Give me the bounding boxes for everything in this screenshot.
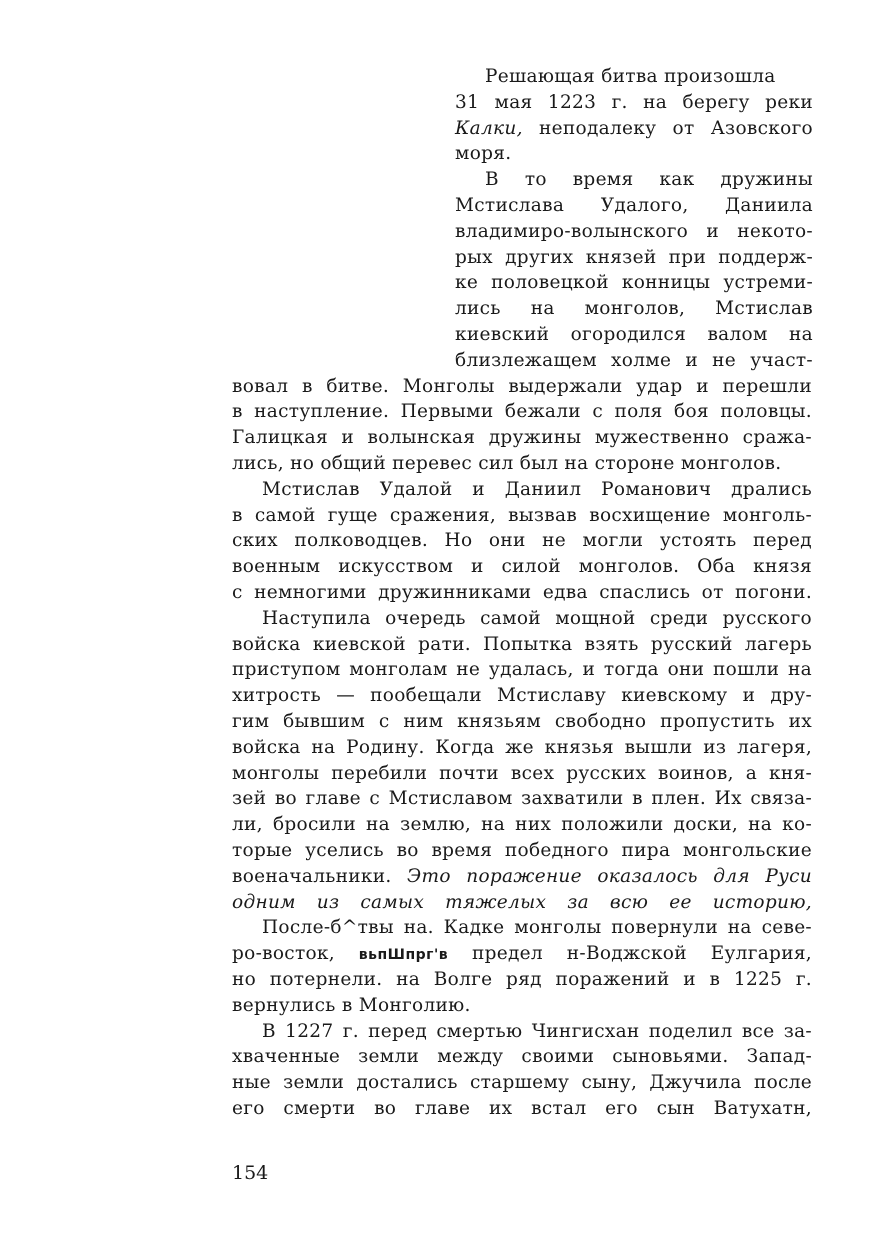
text-line	[232, 786, 812, 812]
text-line	[232, 606, 812, 632]
text-line-content	[232, 892, 812, 913]
text-line	[232, 967, 812, 993]
text-line-content: В 1227 г. перед смертью Чингисхан поделил все за-	[262, 1020, 812, 1042]
text-line-content: хитрость — пообещали Мстиславу киевскому и дру-	[232, 685, 812, 707]
text-line	[232, 890, 812, 916]
text-line-content: Галицкая и волынская дружины мужественно сража-	[232, 427, 812, 449]
text-line	[232, 915, 812, 941]
text-line-content: с немногими дружинниками едва спаслись от погони.	[232, 582, 812, 603]
page-number: 154	[232, 1162, 269, 1184]
text-line	[455, 245, 813, 271]
text-line-content: приступом монголам не удалась, и тогда они пошли на	[232, 659, 812, 681]
text-line-content: ли, бросили на землю, на них положили доски, на ко-	[232, 814, 812, 836]
text-line-content: в самой гуще сражения, вызвав восхищение монголь-	[232, 504, 812, 526]
text-line	[232, 657, 812, 683]
text-run: предел н-Воджской Еулгария,	[448, 943, 812, 965]
text-line	[232, 761, 812, 787]
italic-text: Это поражение оказалось для Руси	[407, 865, 812, 887]
text-line	[232, 812, 812, 838]
text-line-content: хваченные земли между своими сыновьями. Запад-	[232, 1046, 812, 1068]
text-line-content: ке половецкой конницы устреми-	[455, 272, 813, 294]
text-line-content: лись на монголов, Мстислав	[455, 298, 813, 320]
garbled-text: вьпШпрг'в	[358, 947, 449, 964]
text-line	[232, 683, 812, 709]
text-line-content: войска киевской рати. Попытка взять русский лагерь	[232, 633, 812, 655]
text-line	[232, 1096, 812, 1122]
text-run: неподалеку от Азовского	[522, 117, 813, 139]
text-line	[455, 116, 813, 142]
text-line	[455, 167, 813, 193]
text-line	[232, 451, 812, 477]
text-line-content: вовал в битве. Монголы выдержали удар и перешли	[232, 375, 812, 397]
text-line	[232, 580, 812, 606]
text-line	[232, 993, 812, 1019]
text-line	[455, 270, 813, 296]
text-line-content: Мстислав Удалой и Даниил Романович дрались	[262, 478, 812, 500]
text-line-content: монголы перебили почти всех русских воинов, а кня-	[232, 762, 812, 784]
text-line-content: торые уселись во время победного пира монгольские	[232, 840, 812, 861]
text-line	[455, 90, 813, 116]
text-line-content: После-б^твы на. Кадке монголы повернули на севе-	[262, 917, 812, 939]
text-line-content: его смерти во главе их встал его сын Ватухатн,	[232, 1098, 812, 1119]
text-line-content	[232, 943, 812, 964]
text-line-content: но потернели. на Волге ряд поражений и в 1225 г.	[232, 969, 812, 990]
text-line	[232, 709, 812, 735]
text-line-content	[455, 118, 813, 139]
text-line	[232, 425, 812, 451]
text-line	[232, 735, 812, 761]
text-line	[232, 1044, 812, 1070]
text-line-content: вернулись в Монголию.	[232, 994, 471, 1016]
text-line-content: моря.	[455, 143, 512, 165]
text-line-content: владимиро-волынского и некото-	[455, 220, 813, 242]
text-line	[455, 296, 813, 322]
text-line-content	[232, 866, 812, 887]
text-line	[455, 348, 813, 374]
text-line-content: 31 мая 1223 г. на берегу реки	[455, 91, 813, 113]
text-line-content: в наступление. Первыми бежали с поля боя половцы.	[232, 401, 812, 423]
text-line-content: близлежащем холме и не участ-	[455, 349, 813, 371]
text-line	[232, 399, 812, 425]
text-line	[455, 219, 813, 245]
text-line	[455, 193, 813, 219]
text-line-content: зей во главе с Мстиславом захватили в плен. Их связа-	[232, 788, 812, 810]
text-line	[455, 322, 813, 348]
text-line-content: В то время как дружины	[485, 169, 813, 191]
italic-text: Калки,	[455, 117, 523, 139]
text-line-content: лись, но общий перевес сил был на стороне монголов.	[232, 453, 782, 474]
text-line	[232, 374, 812, 400]
text-line-content: ные земли достались старшему сыну, Джучила после	[232, 1072, 812, 1094]
text-run: военачальники.	[232, 865, 408, 887]
text-line-content: Мстислава Удалого, Даниила	[455, 195, 813, 216]
text-line-content: военным искусством и силой монголов. Оба князя	[232, 556, 812, 578]
text-line	[232, 864, 812, 890]
text-line-content: киевский огородился валом на	[455, 324, 813, 345]
text-line-content: Решающая битва произошла	[485, 66, 776, 87]
text-line	[232, 632, 812, 658]
text-line	[232, 503, 812, 529]
italic-text: одним из самых тяжелых за всю ее историю,	[232, 891, 812, 913]
text-line-content: ских полководцев. Но они не могли устоять перед	[232, 530, 812, 552]
text-line	[232, 554, 812, 580]
text-line	[232, 941, 812, 968]
text-line	[232, 1070, 812, 1096]
text-line-content: рых других князей при поддерж-	[455, 246, 813, 268]
text-line	[455, 64, 813, 90]
text-line	[455, 141, 813, 167]
text-line-content: войска на Родину. Когда же князья вышли из лагеря,	[232, 736, 812, 758]
text-line	[232, 1019, 812, 1045]
text-line	[232, 528, 812, 554]
text-run: ро-восток,	[232, 943, 359, 965]
text-line	[232, 838, 812, 864]
text-line-content: Наступила очередь самой мощной среди русского	[262, 607, 812, 629]
text-line	[232, 477, 812, 503]
text-line-content: гим бывшим с ним князьям свободно пропустить их	[232, 711, 812, 732]
